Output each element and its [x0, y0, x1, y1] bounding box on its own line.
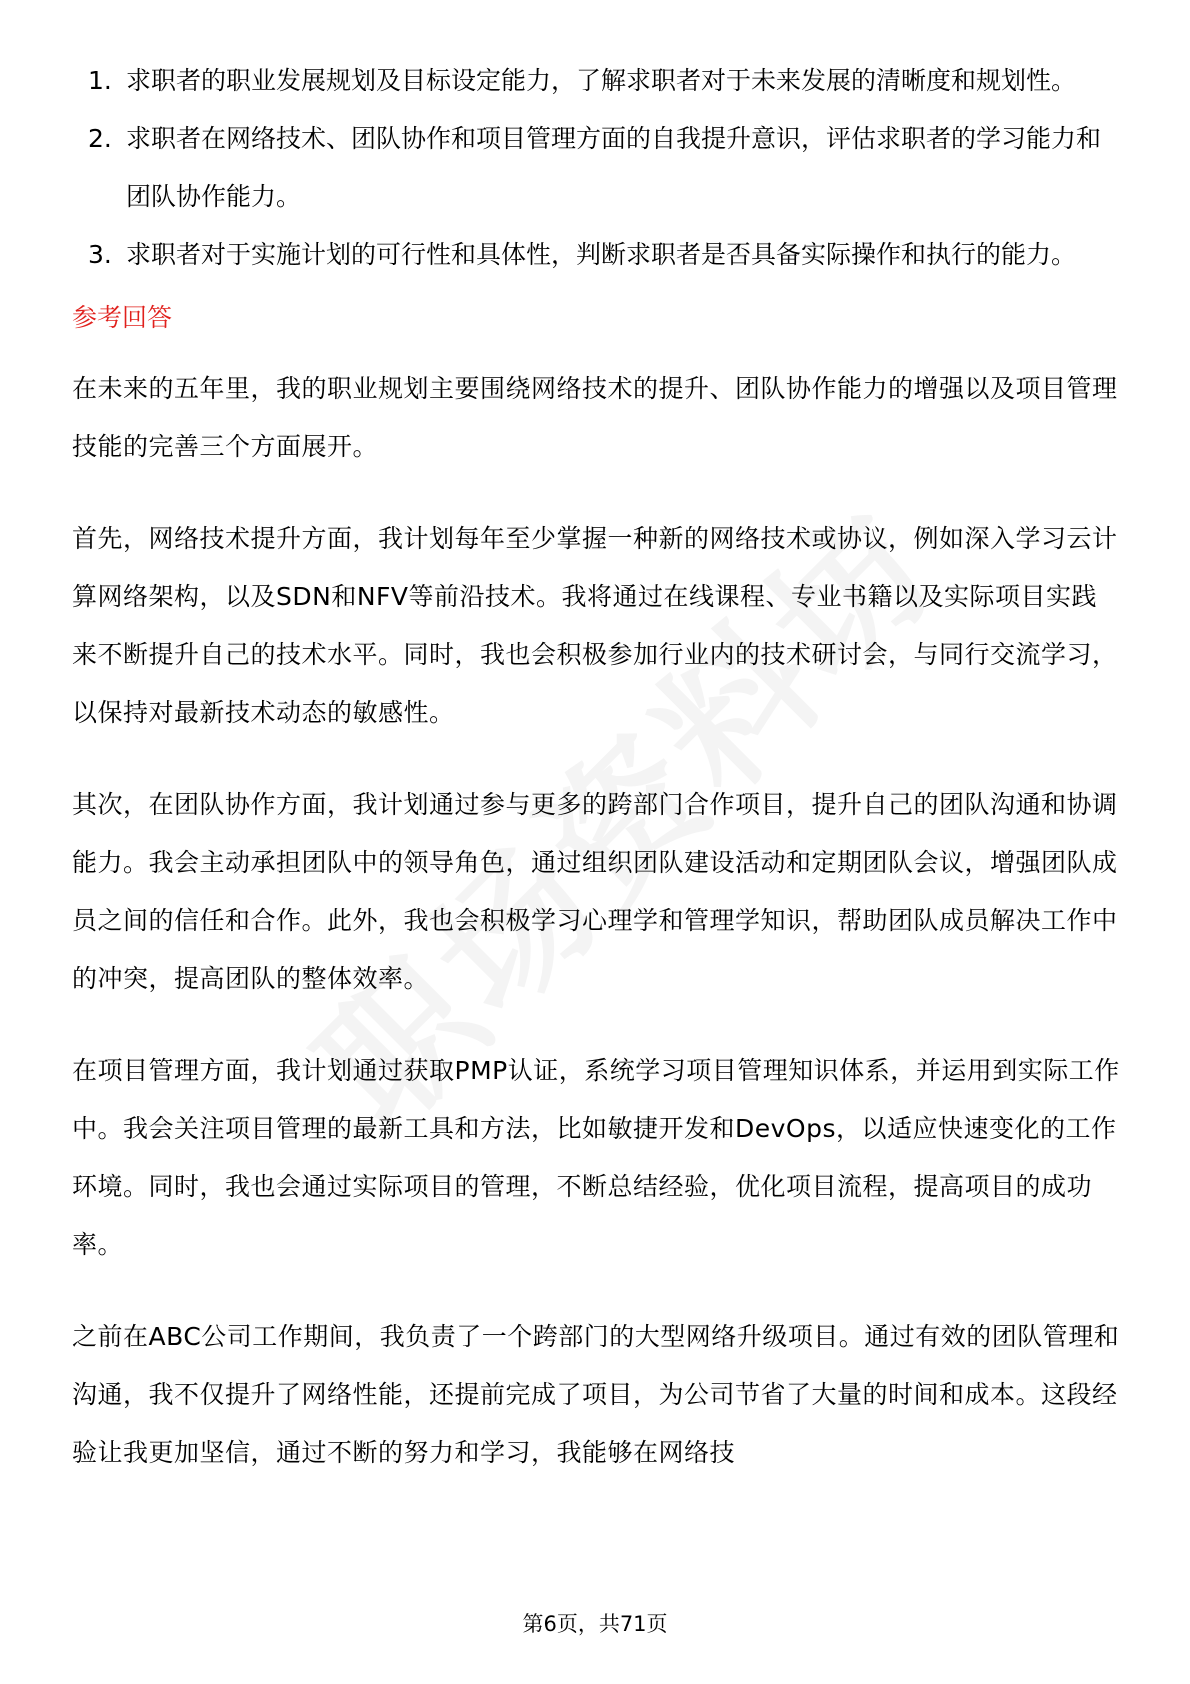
criteria-list — [72, 52, 1122, 284]
list-number: 1. — [88, 66, 112, 95]
list-text: 求职者对于实施计划的可行性和具体性，判断求职者是否具备实际操作和执行的能力。 — [126, 240, 1077, 269]
paragraph: 之前在ABC公司工作期间，我负责了一个跨部门的大型网络升级项目。通过有效的团队管理和沟通，我不仅提升了网络性能，还提前完成了项目，为公司节省了大量的时间和成本。这段经验让我更加坚信，通过不断的努力和学习，我能够在网络技 — [72, 1322, 1120, 1467]
list-item — [72, 52, 1122, 110]
list-text: 求职者在网络技术、团队协作和项目管理方面的自我提升意识，评估求职者的学习能力和团队协作能力。 — [126, 124, 1102, 211]
list-number: 2. — [88, 124, 112, 153]
list-number: 3. — [88, 240, 112, 269]
list-item — [72, 226, 1122, 284]
paragraph: 在项目管理方面，我计划通过获取PMP认证，系统学习项目管理知识体系，并运用到实际工作中。我会关注项目管理的最新工具和方法，比如敏捷开发和DevOps，以适应快速变化的工作环境。同时，我也会通过实际项目的管理，不断总结经验，优化项目流程，提高项目的成功率。 — [72, 1056, 1120, 1259]
paragraph: 在未来的五年里，我的职业规划主要围绕网络技术的提升、团队协作能力的增强以及项目管理技能的完善三个方面展开。 — [72, 374, 1118, 461]
list-item — [72, 110, 1122, 226]
document-body — [72, 52, 1122, 1516]
paragraph: 其次，在团队协作方面，我计划通过参与更多的跨部门合作项目，提升自己的团队沟通和协调能力。我会主动承担团队中的领导角色，通过组织团队建设活动和定期团队会议，增强团队成员之间的信任和合作。此外，我也会积极学习心理学和管理学知识，帮助团队成员解决工作中的冲突，提高团队的整体效率。 — [72, 790, 1118, 993]
page-number: 第6页，共71页 — [522, 1612, 668, 1636]
answer-heading: 参考回答 — [72, 303, 173, 332]
paragraph: 首先，网络技术提升方面，我计划每年至少掌握一种新的网络技术或协议，例如深入学习云计算网络架构，以及SDN和NFV等前沿技术。我将通过在线课程、专业书籍以及实际项目实践来不断提升自己的技术水平。同时，我也会积极参加行业内的技术研讨会，与同行交流学习，以保持对最新技术动态的敏感性。 — [72, 524, 1118, 727]
list-text: 求职者的职业发展规划及目标设定能力，了解求职者对于未来发展的清晰度和规划性。 — [126, 66, 1077, 95]
